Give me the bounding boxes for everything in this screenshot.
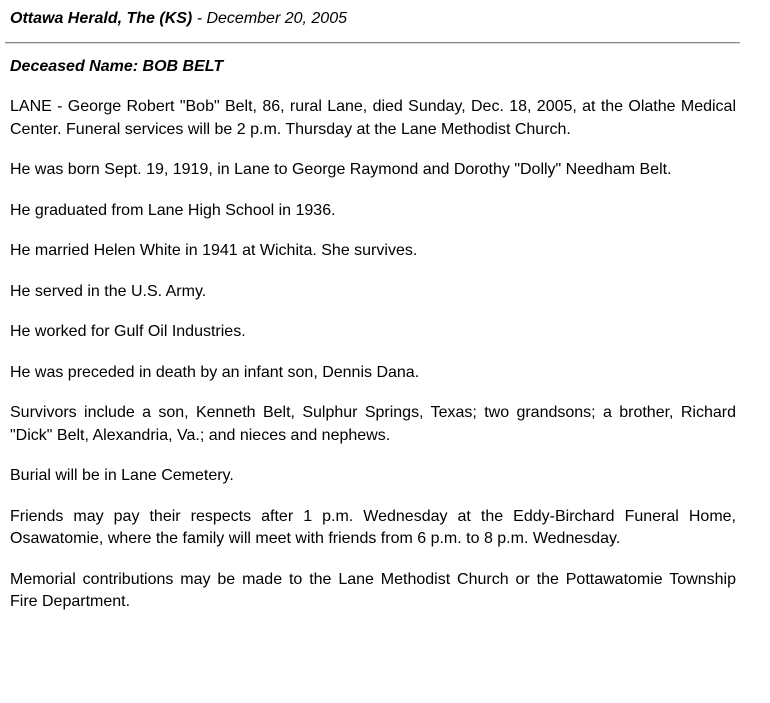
paragraph: He married Helen White in 1941 at Wichita. She survives. <box>10 242 418 259</box>
paragraph: He was preceded in death by an infant son, Dennis Dana. <box>10 363 420 381</box>
paragraph: Memorial contributions may be made to the Lane Methodist Church or the Pottawatomie Township Fire Department. <box>10 570 736 610</box>
paragraph: Burial will be in Lane Cemetery. <box>10 467 234 484</box>
publication-name: Ottawa Herald, The (KS) <box>10 10 193 27</box>
header-separator: - <box>192 10 207 27</box>
paragraph: He was born Sept. 19, 1919, in Lane to George Raymond and Dorothy "Dolly" Needham Belt. <box>10 161 672 178</box>
paragraph: He graduated from Lane High School in 1936. <box>10 201 336 219</box>
source-header <box>10 10 347 28</box>
deceased-name-line <box>10 58 223 76</box>
deceased-name: BOB BELT <box>142 58 224 75</box>
paragraph: He served in the U.S. Army. <box>10 282 207 300</box>
paragraph: LANE - George Robert "Bob" Belt, 86, rural Lane, died Sunday, Dec. 18, 2005, at the Olathe Medical Center. Funeral services will be 2 p.m. Thursday at the Lane Methodist Church. <box>10 98 736 138</box>
obituary-body <box>10 96 736 632</box>
paragraph: Survivors include a son, Kenneth Belt, Sulphur Springs, Texas; two grandsons; a brother, Richard "Dick" Belt, Alexandria, Va.; and nieces and nephews. <box>10 404 736 444</box>
publication-date: December 20, 2005 <box>206 10 347 27</box>
paragraph: Friends may pay their respects after 1 p.m. Wednesday at the Eddy-Birchard Funeral Home, Osawatomie, where the family will meet with friends from 6 p.m. to 8 p.m. Wednesday. <box>10 507 736 547</box>
deceased-label: Deceased Name: <box>10 58 139 75</box>
header-divider <box>5 42 740 44</box>
paragraph: He worked for Gulf Oil Industries. <box>10 323 246 340</box>
